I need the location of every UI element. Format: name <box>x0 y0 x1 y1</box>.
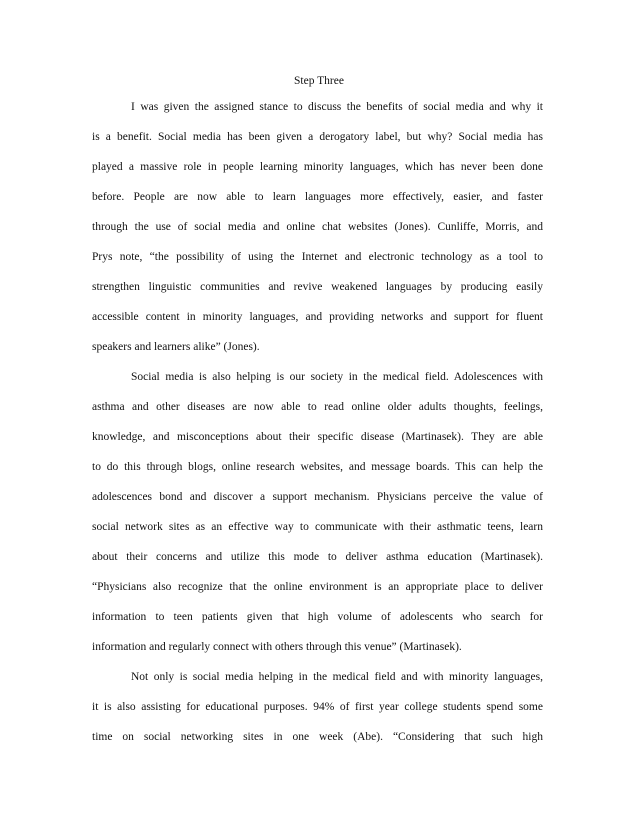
text-line: asthma and other diseases are now able to read online older adults thoughts, feelings, <box>92 401 543 413</box>
text-line: adolescences bond and discover a support mechanism. Physicians perceive the value of <box>92 491 543 503</box>
text-line: strengthen linguistic communities and revive weakened languages by producing easily <box>92 281 543 293</box>
text-line: Social media is also helping is our society in the medical field. Adolescences with <box>131 371 543 383</box>
page-title: Step Three <box>294 75 344 87</box>
text-line: played a massive role in people learning minority languages, which has never been done <box>92 161 543 173</box>
text-line: accessible content in minority languages, and providing networks and support for fluent <box>92 311 543 323</box>
text-line: social network sites as an effective way to communicate with their asthmatic teens, learn <box>92 521 543 533</box>
text-line: is a benefit. Social media has been given a derogatory label, but why? Social media has <box>92 131 543 143</box>
text-line: before. People are now able to learn languages more effectively, easier, and faster <box>92 191 543 203</box>
text-line: information to teen patients given that high volume of adolescents who search for <box>92 611 543 623</box>
text-line: information and regularly connect with others through this venue” (Martinasek). <box>92 641 462 653</box>
text-line: “Physicians also recognize that the online environment is an appropriate place to deliver <box>92 581 543 593</box>
text-line: about their concerns and utilize this mode to deliver asthma education (Martinasek). <box>92 551 543 563</box>
text-line: I was given the assigned stance to discuss the benefits of social media and why it <box>131 101 543 113</box>
text-line: to do this through blogs, online research websites, and message boards. This can help the <box>92 461 543 473</box>
text-line: knowledge, and misconceptions about their specific disease (Martinasek). They are able <box>92 431 543 443</box>
text-line: Prys note, “the possibility of using the Internet and electronic technology as a tool to <box>92 251 543 263</box>
text-line: time on social networking sites in one week (Abe). “Considering that such high <box>92 731 543 743</box>
text-line: speakers and learners alike” (Jones). <box>92 341 260 353</box>
text-line: through the use of social media and online chat websites (Jones). Cunliffe, Morris, and <box>92 221 543 233</box>
text-line: Not only is social media helping in the medical field and with minority languages, <box>131 671 543 683</box>
text-line: it is also assisting for educational purposes. 94% of first year college students spend some <box>92 701 543 713</box>
